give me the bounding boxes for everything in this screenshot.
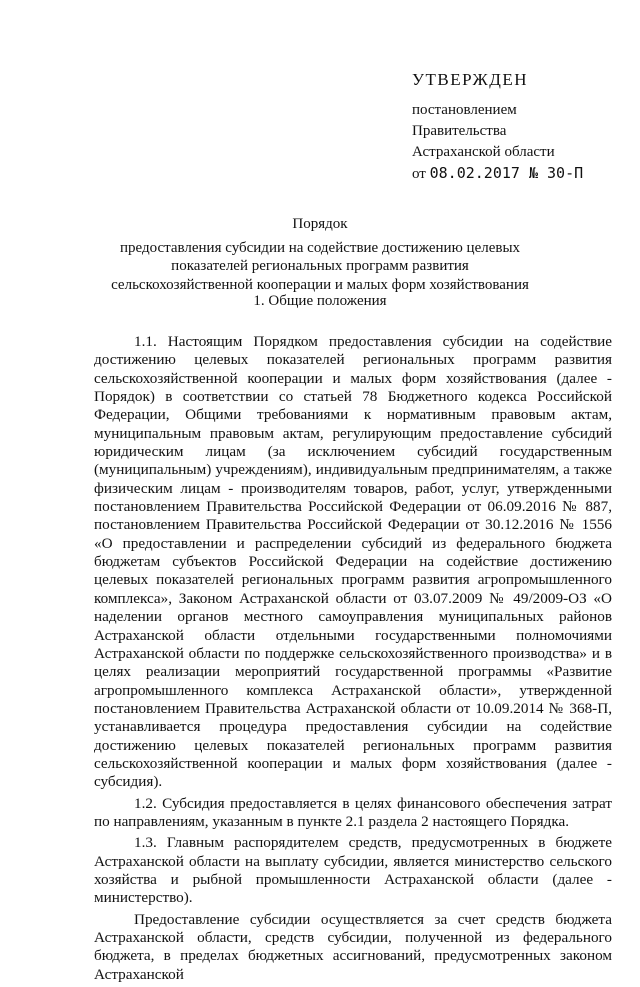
approval-heading: УТВЕРЖДЕН xyxy=(412,70,528,89)
document-subtitle: предоставления субсидии на содействие достижению целевых показателей региональных программ развития сельскохозяйственной кооперации и малых форм хозяйствования xyxy=(111,239,529,293)
approval-date-number: 08.02.2017 № 30-П xyxy=(429,164,584,182)
paragraph-1-3: 1.3. Главным распорядителем средств, предусмотренных в бюджете Астраханской области на выплату субсидии, является министерство сельского хозяйства и рыбной промышленности Астраханской области (далее - министерство). xyxy=(94,834,612,907)
approval-line-1: постановлением xyxy=(412,102,517,118)
paragraph-funding: Предоставление субсидии осуществляется за счет средств бюджета Астраханской области, средств субсидии, полученной из федерального бюджета, в пределах бюджетных ассигнований, предусмотренных законом Астраханской xyxy=(94,910,612,983)
approval-line-3: Астраханской области xyxy=(412,144,555,160)
document-body xyxy=(94,333,612,987)
document-title: Порядок xyxy=(292,216,348,232)
paragraph-1-2: 1.2. Субсидия предоставляется в целях финансового обеспечения затрат по направлениям, указанным в пункте 2.1 раздела 2 настоящего Порядка. xyxy=(94,794,612,830)
approval-stamp-block xyxy=(412,70,622,185)
section-heading: 1. Общие положения xyxy=(253,293,387,309)
approval-line-2: Правительства xyxy=(412,123,507,139)
approval-date-prefix: от xyxy=(412,166,426,182)
paragraph-1-1: 1.1. Настоящим Порядком предоставления субсидии на содействие достижению целевых показателей региональных программ развития сельскохозяйственной кооперации и малых форм хозяйствования (далее - Порядок) в соответствии со статьей 78 Бюджетного кодекса Российской Федерации, Общими требованиями к нормативным правовым актам, муниципальным правовым актам, регулирующим предоставление субсидий юридическим лицам (за исключением субсидий государственным (муниципальным) учреждениям), индивидуальным предпринимателям, а также физическим лицам - производителям товаров, работ, услуг, утвержденными постановлением Правительства Российской Федерации от 06.09.2016 № 887, постановлением Правительства Российской Федерации от 30.12.2016 № 1556 «О предоставлении и распределении субсидий из федерального бюджета бюджетам субъектов Российской Федерации на содействие достижению целевых показателей региональных программ развития агропромышленного комплекса», Законом Астраханской области от 03.07.2009 № 49/2009-ОЗ «О наделении органов местного самоуправления муниципальных районов Астраханской области отдельными государственными полномочиями Астраханской области по поддержке сельскохозяйственного производства» и в целях реализации мероприятий государственной программы «Развитие агропромышленного комплекса Астраханской области», утвержденной постановлением Правительства Астраханской области от 10.09.2014 № 368-П, устанавливается процедура предоставления субсидии на содействие достижению целевых показателей региональных программ развития сельскохозяйственной кооперации и малых форм хозяйствования (далее - субсидия). xyxy=(94,333,612,791)
document-title-block xyxy=(100,215,540,294)
approval-date-line xyxy=(412,163,622,185)
